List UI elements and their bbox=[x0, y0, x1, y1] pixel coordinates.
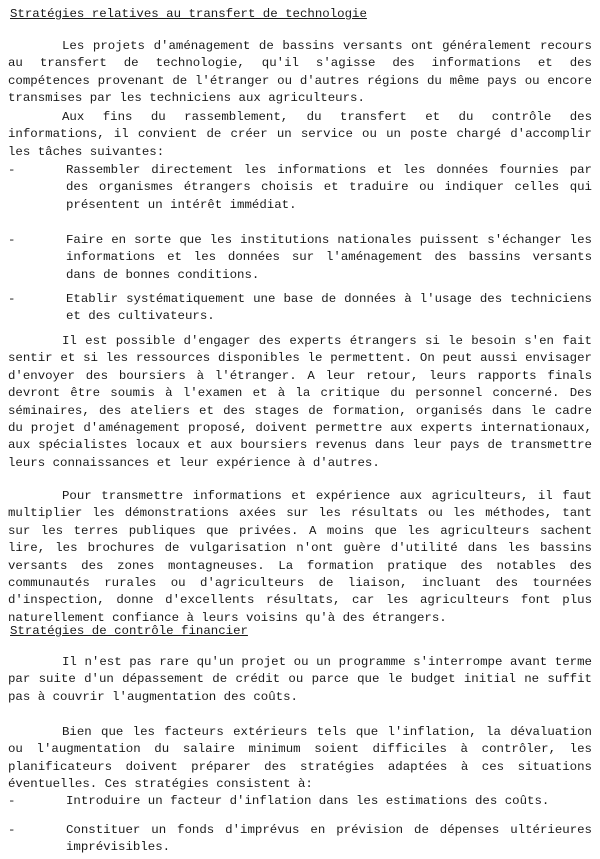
bullet-dash: - bbox=[8, 794, 16, 808]
bullet-dash: - bbox=[8, 233, 16, 247]
paragraph-tasks-intro: Aux fins du rassemblement, du transfert et du contrôle des informations, il convient de créer un service ou un poste chargé d'accomplir les tâches suivantes: bbox=[8, 110, 592, 159]
bullet-dash: - bbox=[8, 163, 16, 177]
list-item-text: Etablir systématiquement une base de données à l'usage des techniciens et des cultivateurs. bbox=[66, 292, 592, 324]
list-item-text: Faire en sorte que les institutions nationales puissent s'échanger les informations et les données sur l'aménagement des bassins versants dans de bonnes conditions. bbox=[66, 233, 592, 282]
bullet-dash: - bbox=[8, 292, 16, 306]
bullet-dash: - bbox=[8, 823, 16, 837]
section-heading-technology-transfer: Stratégies relatives au transfert de technologie bbox=[10, 7, 367, 21]
paragraph-intro: Les projets d'aménagement de bassins versants ont généralement recours au transfert de technologie, qu'il s'agisse des informations et des compétences provenant de l'étranger ou d'autres régions du même pays ou encore transmises par les techniciens aux agriculteurs. bbox=[8, 39, 592, 106]
paragraph-budget-overrun: Il n'est pas rare qu'un projet ou un programme s'interrompe avant terme par suite d'un dépassement de crédit ou parce que le budget initial ne suffit pas à couvrir l'augmentation des coûts. bbox=[8, 655, 592, 704]
list-item-text: Constituer un fonds d'imprévus en prévision de dépenses ultérieures imprévisibles. bbox=[66, 823, 592, 855]
paragraph-experts: Il est possible d'engager des experts étrangers si le besoin s'en fait sentir et si les ressources disponibles le permettent. On peut aussi envisager d'envoyer des boursiers à l'étranger. A leur retour, leurs rapports finals devront être soumis à l'examen et à la critique du personnel concerné. Des séminaires, des ateliers et des stages de formation, organisés dans le cadre du projet d'aménagement proposé, doivent permettre aux experts internationaux, aux spécialistes locaux et aux boursiers revenus dans leur pays de transmettre leurs connaissances et leur expérience à d'autres. bbox=[8, 334, 592, 470]
paragraph-farmers: Pour transmettre informations et expérience aux agriculteurs, il faut multiplier les démonstrations axées sur les résultats ou les méthodes, tant sur les terres publiques que privées. A moins que les agriculteurs sachent lire, les brochures de vulgarisation n'ont guère d'utilité dans les bassins versants des zones montagneuses. La formation pratique des notables des communautés rurales ou d'agriculteurs de liaison, incluant des tournées d'inspection, donne d'excellents résultats, car les agriculteurs font plus naturellement confiance à leurs voisins qu'à des étrangers. bbox=[8, 489, 592, 625]
section-heading-financial-control: Stratégies de contrôle financier bbox=[10, 624, 248, 638]
list-item-text: Introduire un facteur d'inflation dans les estimations des coûts. bbox=[66, 794, 550, 808]
paragraph-strategies: Bien que les facteurs extérieurs tels que l'inflation, la dévaluation ou l'augmentation du salaire minimum soient difficiles à contrôler, les planificateurs doivent préparer des stratégies adaptées à ces situations éventuelles. Ces stratégies consistent à: bbox=[8, 725, 592, 792]
list-item-text: Rassembler directement les informations et les données fournies par des organismes étrangers choisis et traduire ou indiquer celles qui présentent un intérêt immédiat. bbox=[66, 163, 592, 212]
